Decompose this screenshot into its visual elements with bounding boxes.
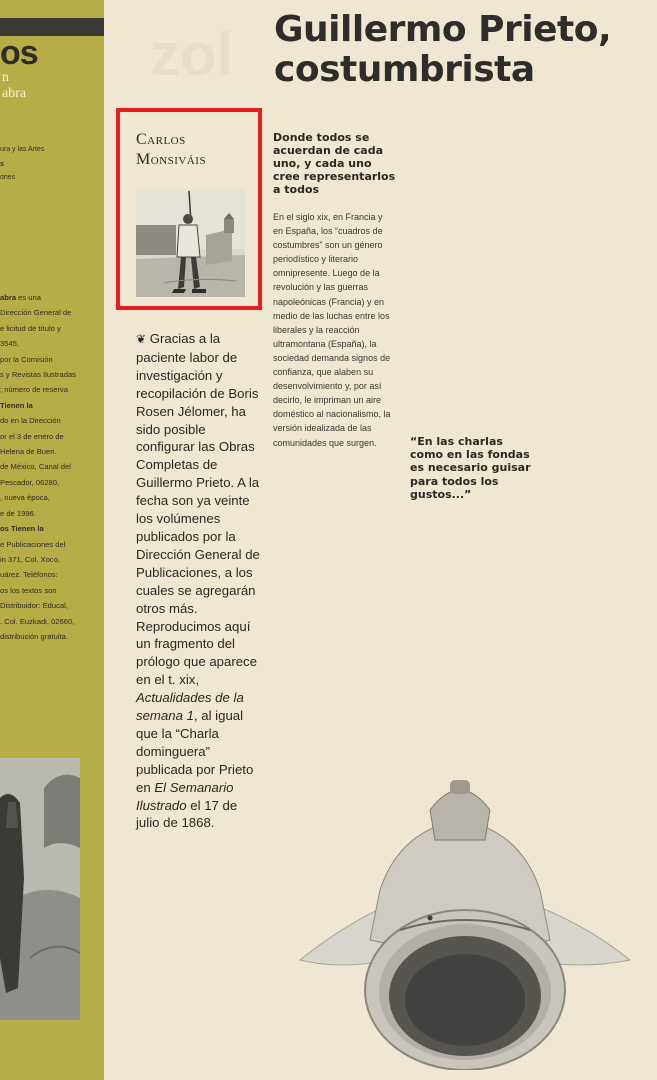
- credits-line-text: Pescador, 06280,: [0, 477, 60, 487]
- credits-line-text: distribución gratuita.: [0, 631, 68, 641]
- adjacent-engraving-image: [0, 758, 80, 1020]
- credits-line-bold: Tienen la: [0, 400, 33, 410]
- credits-line-text: in 371, Col. Xoco,: [0, 554, 60, 564]
- article-body-paragraph: En el siglo xix, en Francia y en España, los “cuadros de costumbres” son un género periodístico y literario omnipresente. Luego de la revolución y las guerras napoleónicas (Francia) y en medio de las luchas entre los liberales y la reacción ultramontana (España), la sociedad demanda signos de confianza, que alaben su desenvolvimiento y, por así decirlo, le impriman un aire doméstico al nacionalismo, la versión idealizada de las comunidades que surgen.: [273, 212, 391, 448]
- credits-line: [0, 336, 104, 351]
- credits-line: [0, 398, 104, 413]
- credits-line: [0, 614, 104, 629]
- credits-line: [0, 352, 104, 367]
- cannon-engraving-image: [280, 770, 640, 1070]
- adjacent-page-heading: os: [0, 34, 38, 72]
- credits-line-text: es una: [16, 293, 41, 302]
- intro-paragraph: [136, 330, 262, 832]
- credits-line: [0, 290, 104, 305]
- credits-line: [0, 552, 104, 567]
- credits-line-text: ; número de reserva: [0, 385, 68, 395]
- adjacent-page-subtitle-2: abra: [2, 86, 27, 101]
- adjacent-page-small-line: ones: [0, 174, 16, 181]
- credits-line: [0, 598, 104, 613]
- credits-line: [0, 367, 104, 382]
- credits-line-text: or el 3 de enero de: [0, 431, 64, 441]
- credits-line-text: Dirección General de: [0, 308, 72, 318]
- intro-text-part-3: el 17 de julio de 1868.: [136, 797, 238, 831]
- credits-line: [0, 429, 104, 444]
- adjacent-page-small-line: s: [0, 161, 4, 168]
- intro-text-part-1: Gracias a la paciente labor de investigación y recopilación de Boris Rosen Jélomer, ha sido posible configurar las Obras Completas de Guillermo Prieto. A la fecha son ya veinte los volúmenes publicados por la Dirección General de Publicaciones, a los cuales se agregarán otros más. Reproducimos aquí un fragmento del prólogo que aparece en el t. xix,: [136, 331, 260, 688]
- credits-block: [0, 290, 104, 644]
- soldier-engraving-image: [136, 189, 245, 297]
- credits-line-text: . Col. Euzkadi, 02660,: [0, 616, 75, 626]
- credits-line-text: uárez. Teléfonos:: [0, 570, 58, 580]
- credits-line-text: e de 1996.: [0, 508, 36, 518]
- credits-line: [0, 444, 104, 459]
- credits-line-bold: os Tienen la: [0, 524, 44, 534]
- pull-quote: “En las charlas como en las fondas es necesario guisar para todos los gustos...”: [410, 435, 531, 501]
- credits-line-text: e Publicaciones del: [0, 539, 66, 549]
- intro-italic-title-1: Actualidades de la semana 1: [136, 690, 244, 724]
- credits-line-text: de México, Canal del: [0, 462, 71, 472]
- credits-line: [0, 459, 104, 474]
- author-name: Carlos Monsiváis: [136, 131, 207, 168]
- intro-italic-title-2: El Semanario Ilustrado: [136, 779, 234, 813]
- intro-text-part-2: , al igual que la “Charla dominguera” publicada por Prieto en: [136, 708, 254, 795]
- credits-line: [0, 321, 104, 336]
- credits-line-text: Helena de Buen.: [0, 447, 57, 457]
- article-dek: Donde todos se acuerdan de cada uno, y cada uno cree representarlos a todos: [273, 131, 396, 196]
- credits-line: [0, 537, 104, 552]
- fleuron-ornament-icon: ❦: [136, 332, 147, 346]
- page-title: Guillermo Prieto, costumbrista: [274, 9, 612, 90]
- credits-line: [0, 413, 104, 428]
- credits-line: [0, 567, 104, 582]
- credits-line: [0, 583, 104, 598]
- credits-line-text: os los textos son: [0, 585, 57, 595]
- adjacent-page-small-line: ura y las Artes: [0, 146, 45, 153]
- adjacent-page-strip: [0, 0, 104, 1080]
- adjacent-page-subtitle-1: n: [2, 70, 9, 85]
- credits-line: [0, 629, 104, 644]
- credits-line-bold: abra: [0, 293, 17, 302]
- credits-line-text: , nueva época,: [0, 493, 50, 503]
- credits-line-text: s y Revistas Ilustradas: [0, 370, 76, 380]
- faint-background-letters: zol: [150, 21, 234, 88]
- credits-line-text: por la Comisión: [0, 354, 53, 364]
- credits-line-text: e licitud de título y: [0, 323, 61, 333]
- credits-line: [0, 521, 104, 536]
- credits-line: [0, 490, 104, 505]
- credits-line: [0, 475, 104, 490]
- credits-line: [0, 382, 104, 397]
- credits-line-text: do en la Dirección: [0, 416, 61, 426]
- credits-line: [0, 506, 104, 521]
- credits-line-text: Distribuidor: Educal,: [0, 601, 68, 611]
- credits-line: [0, 305, 104, 320]
- credits-line-text: 3545,: [0, 339, 20, 349]
